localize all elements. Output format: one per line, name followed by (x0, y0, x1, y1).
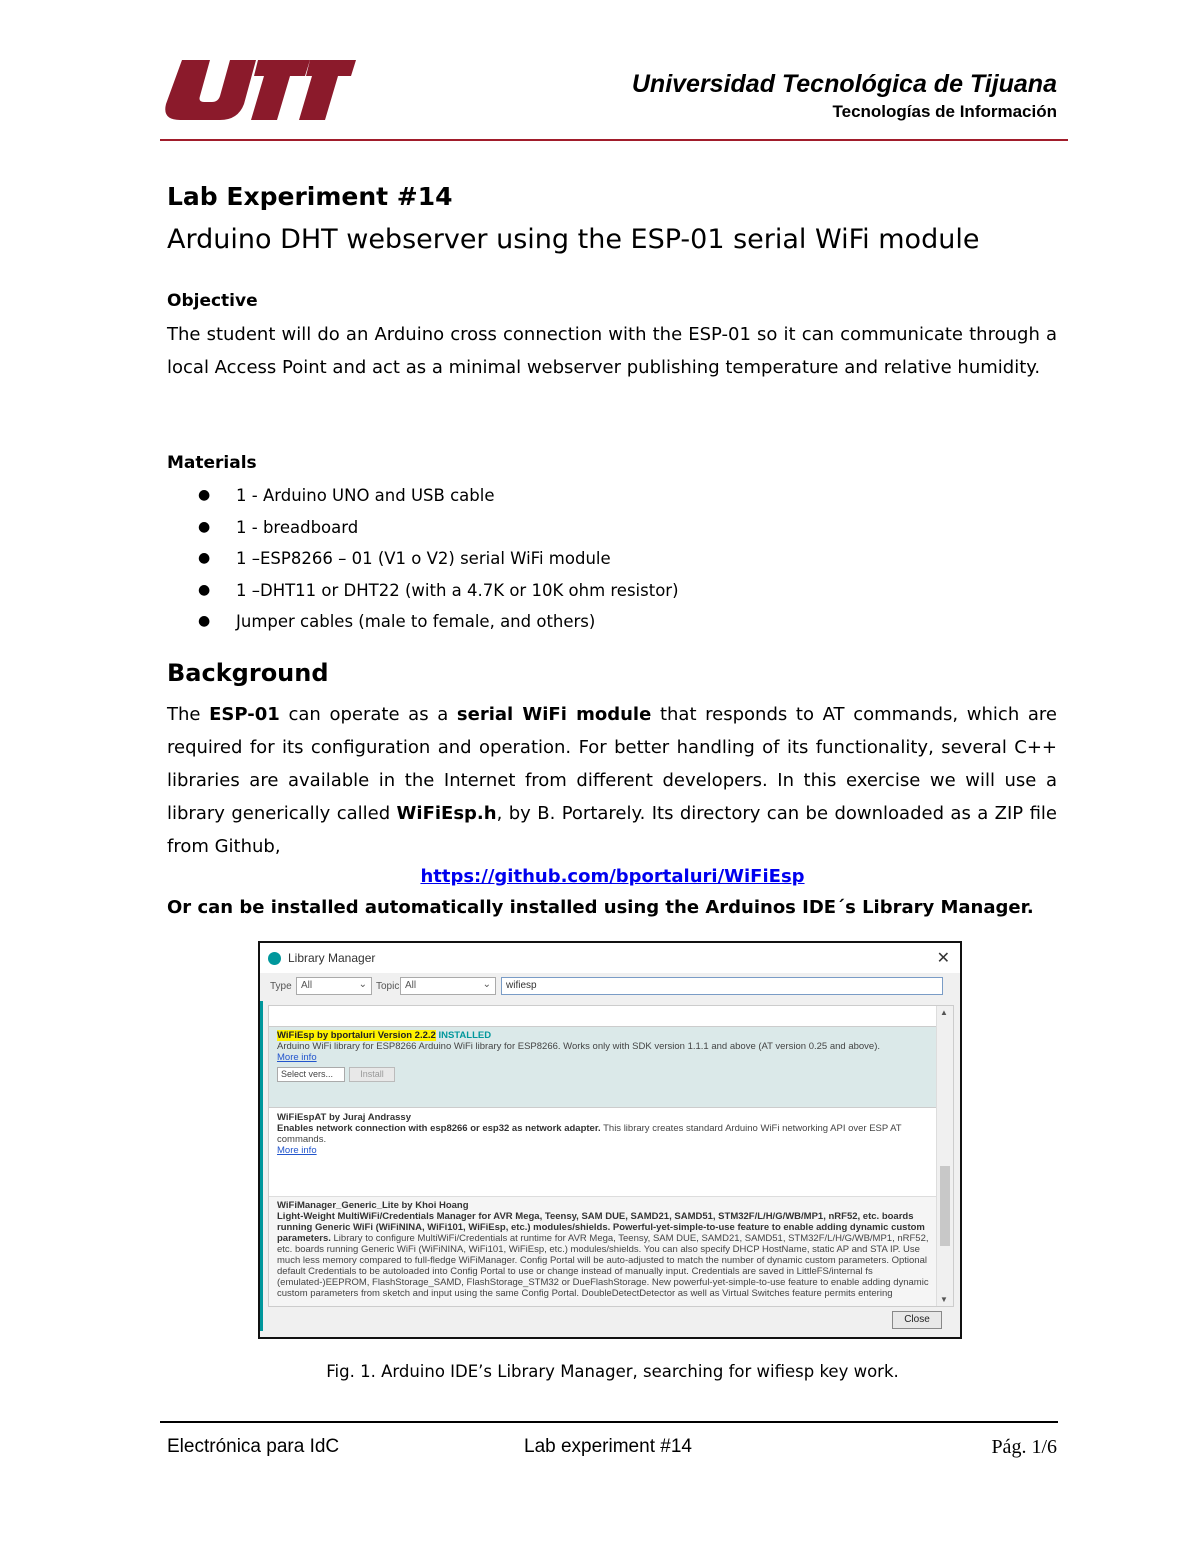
close-button[interactable]: Close (892, 1311, 942, 1329)
university-name: Universidad Tecnológica de Tijuana (631, 70, 1057, 98)
type-select[interactable]: All ⌄ (296, 977, 372, 995)
more-info-link[interactable]: More info (277, 1052, 317, 1063)
window-title: Library Manager (288, 951, 376, 965)
list-scrollbar[interactable] (936, 1006, 953, 1306)
topic-select[interactable]: All ⌄ (400, 977, 496, 995)
list-item: ● 1 - Arduino UNO and USB cable (198, 480, 679, 512)
lab-subtitle: Arduino DHT webserver using the ESP-01 serial WiFi module (167, 224, 980, 255)
background-heading: Background (167, 659, 329, 687)
scroll-down-icon[interactable]: ▼ (940, 1295, 948, 1304)
bullet-icon: ● (198, 550, 211, 566)
footer-lab: Lab experiment #14 (524, 1436, 692, 1457)
bullet-icon: ● (198, 581, 211, 598)
window-titlebar (260, 943, 960, 973)
list-item[interactable]: WiFiManager_Generic_Lite by Khoi Hoang Light-Weight MultiWiFi/Credentials Manager for AVR Mega, Teensy, SAM DUE, SAMD21, SAMD51, STM32F/L/H/G/WB/MP1, nRF52, etc. boards running Generic WiFi (WiFiNINA, WiFi101, WiFiEsp, etc.) modules/shields. Powerful-yet-simple-to-use feature to enable adding dynamic custom parameters. Library to configure MultiWiFi/Credentials at runtime for AVR Mega, Teensy, SAM DUE, SAMD21, SAMD51, STM32F/L/H/G/WB/MP1, nRF52, etc. boards running Generic WiFi (WiFiNINA, WiFi101, WiFiEsp, etc.) modules/shields. You can also specify DHCP HostName, static AP and STA IP. Use much less memory compared to full-fledge WiFiManager. Config Portal will be auto-adjusted to match the number of dynamic custom parameters. Optional default Credentials to be autoloaded into Config Portal to use or change instead of manually input. Credentials are saved in LittleFS/internal fs (emulated-)EEPROM, FlashStorage_SAMD, FlashStorage_STM32 or DueFlashStorage. New powerful-yet-simple-to-use feature to enable adding dynamic custom parameters from sketch and input using the same Config Portal. DoubleDetectDetector as well as Virtual Switches feature permits entering (269, 1196, 937, 1307)
list-item: ● Jumper cables (male to female, and others) (198, 606, 679, 638)
library-description: Arduino WiFi library for ESP8266 Arduino WiFi library for ESP8266. Works only with SDK version 1.1.1 and above (AT version 0.25 and above). (277, 1041, 881, 1052)
utt-logo (160, 56, 356, 122)
footer-course: Electrónica para IdC (167, 1436, 340, 1457)
bullet-icon: ● (198, 518, 211, 535)
library-manager-text: Or can be installed automatically installed using the Arduinos IDE´s Library Manager. (167, 897, 1034, 918)
library-manager-window (258, 941, 962, 1339)
install-button[interactable]: Install (349, 1067, 395, 1082)
window-accent-strip (260, 1001, 263, 1331)
library-name: WiFiEsp by bportaluri Version 2.2.2 (277, 1030, 436, 1041)
scroll-up-icon[interactable]: ▲ (940, 1008, 948, 1017)
github-link[interactable]: https://github.com/bportaluri/WiFiEsp (420, 866, 805, 887)
header-divider (160, 139, 1068, 141)
materials-list (198, 480, 679, 638)
list-item: ● 1 –ESP8266 – 01 (V1 o V2) serial WiFi module (198, 543, 679, 575)
library-name: WiFiManager_Generic_Lite by Khoi Hoang (277, 1200, 469, 1211)
more-info-link[interactable]: More info (277, 1145, 317, 1156)
close-icon[interactable]: ✕ (936, 950, 950, 967)
bullet-icon: ● (198, 487, 211, 503)
footer-divider (160, 1421, 1058, 1423)
list-item: ● 1 - breadboard (198, 512, 679, 544)
figure-caption: Fig. 1. Arduino IDE’s Library Manager, searching for wifiesp key work. (326, 1362, 899, 1381)
list-item[interactable] (269, 1026, 937, 1108)
department-name: Tecnologías de Información (832, 102, 1057, 121)
search-input[interactable]: wifiesp (501, 977, 943, 995)
chevron-down-icon: ⌄ (358, 979, 367, 990)
list-item[interactable]: WiFiEspAT by Juraj Andrassy Enables network connection with esp8266 or esp32 as network adapter. This library creates standard Arduino WiFi networking API over ESP AT commands. More info (269, 1109, 937, 1195)
filter-bar (260, 973, 960, 1001)
lab-title: Lab Experiment #14 (167, 182, 453, 211)
arduino-icon (268, 952, 281, 965)
bullet-icon: ● (198, 613, 211, 629)
version-select[interactable]: Select vers... (277, 1067, 345, 1082)
installed-badge: INSTALLED (438, 1030, 492, 1041)
materials-heading: Materials (167, 453, 257, 473)
scrollbar-thumb[interactable] (940, 1166, 950, 1246)
library-name: WiFiEspAT by Juraj Andrassy (277, 1112, 412, 1123)
page-number: Pág. 1/6 (991, 1436, 1057, 1458)
background-paragraph: The ESP-01 can operate as a serial WiFi module that responds to AT commands, which are required for its configuration and operation. For better handling of its functionality, several C++ libraries are available in the Internet from different developers. In this exercise we will use a library generically called WiFiEsp.h, by B. Portarely. Its directory can be downloaded as a ZIP file from Github, (167, 704, 1057, 857)
topic-label: Topic (376, 981, 400, 992)
objective-heading: Objective (167, 291, 258, 311)
objective-text: The student will do an Arduino cross connection with the ESP-01 so it can communicate through a local Access Point and act as a minimal webserver publishing temperature and relative humidity. (167, 324, 1057, 378)
list-item: ● 1 –DHT11 or DHT22 (with a 4.7K or 10K ohm resistor) (198, 575, 679, 607)
chevron-down-icon: ⌄ (482, 979, 491, 990)
library-list (268, 1005, 954, 1307)
type-label: Type (270, 981, 292, 992)
